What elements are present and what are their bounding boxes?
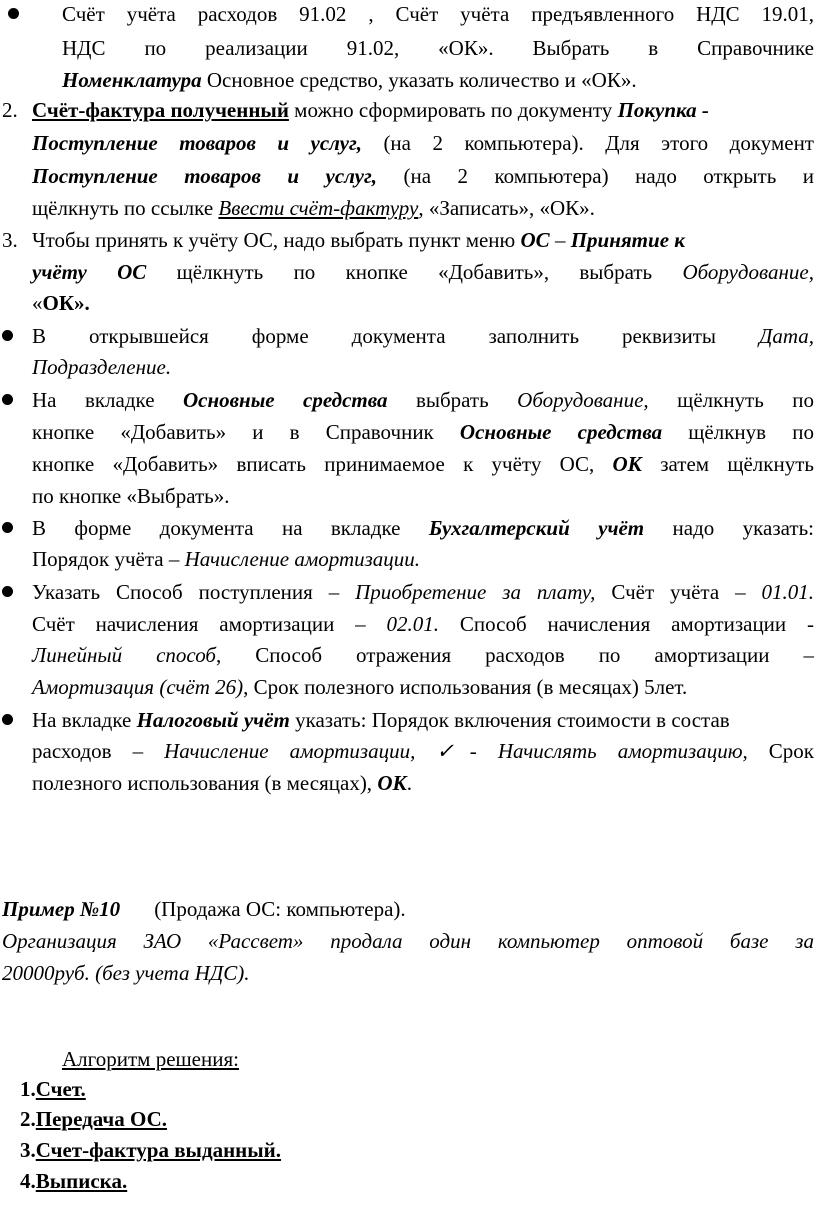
text-span: надо указать:: [644, 516, 815, 540]
algorithm-step: [20, 1107, 167, 1131]
text-line: НДС по реализации 91.02, «ОК». Выбрать в Справочнике: [62, 36, 814, 60]
list-number: 3.: [2, 228, 18, 252]
text-span: –: [549, 228, 571, 252]
term: ОК: [377, 771, 407, 795]
example-subtitle: (Продажа ОС: компьютера).: [154, 897, 406, 921]
term: Начисление амортизации.: [184, 547, 421, 571]
text-line: [32, 131, 814, 155]
algorithm-step: [20, 1077, 86, 1101]
algorithm-step: [20, 1169, 127, 1193]
text-span: щёлкнуть по кнопке «Добавить», выбрать: [146, 260, 683, 284]
text-span: расходов –: [32, 739, 165, 763]
bullet-icon: [8, 8, 19, 19]
text-span: затем щёлкнуть: [641, 452, 814, 476]
term: Счёт-фактура полученный: [32, 98, 289, 122]
text-span: Счёт учёта –: [595, 580, 762, 604]
algorithm-step: [20, 1138, 281, 1162]
text-line: [32, 643, 814, 667]
text-line: по кнопке «Выбрать».: [32, 484, 230, 508]
term: Приобретение за плату,: [355, 580, 596, 604]
text-span: щёлкнуть по: [648, 388, 815, 412]
step-number: 1.: [20, 1077, 36, 1101]
text-line: [32, 675, 687, 699]
term: Оборудование,: [682, 260, 814, 284]
text-line: [32, 612, 814, 636]
term: 01.01.: [761, 580, 814, 604]
bullet-icon: [2, 714, 13, 725]
text-span: щёлкнуть по ссылке: [32, 196, 219, 220]
step-label: Выписка.: [35, 1169, 128, 1193]
term: Налоговый учёт: [136, 708, 290, 732]
text-line: [32, 420, 814, 444]
text-span: , Срок полезного использования (в месяцах) 5лет.: [243, 675, 688, 699]
term: Подразделение.: [32, 355, 172, 379]
term: Начисление амортизации, ✓- Начислять амортизацию,: [164, 739, 748, 763]
text-span: В открывшейся форме документа заполнить реквизиты: [32, 324, 759, 348]
text-span: Основное средство, указать количество и «ОК».: [201, 68, 637, 92]
text-span: .: [406, 771, 412, 795]
text-line: [32, 291, 90, 315]
text-span: Чтобы принять к учёту ОС, надо выбрать пункт меню: [32, 228, 521, 252]
term: ОК».: [42, 291, 90, 315]
text-span: выбрать: [387, 388, 518, 412]
text-span: щёлкнув по: [662, 420, 814, 444]
text-span: полезного использования (в месяцах),: [32, 771, 378, 795]
text-line: [32, 164, 814, 188]
text-span: Счёт начисления амортизации –: [32, 612, 387, 636]
link-text: Ввести счёт-фактуру: [218, 196, 419, 220]
step-label: Счет.: [35, 1077, 86, 1101]
text-line: [32, 452, 814, 476]
term: Принятие к: [570, 228, 685, 252]
text-span: , Способ отражения расходов по амортизации –: [216, 643, 814, 667]
step-number: 4.: [20, 1169, 36, 1193]
text-span: Указать Способ поступления –: [32, 580, 356, 604]
text-line: [32, 355, 171, 379]
term: Основные средства: [459, 420, 663, 444]
bullet-icon: [2, 330, 13, 341]
term: Покупка -: [617, 98, 709, 122]
text-span: кнопке «Добавить» и в Справочник: [32, 420, 460, 444]
text-line: [32, 739, 814, 763]
text-span: В форме документа на вкладке: [32, 516, 429, 540]
term: Номенклатура: [62, 68, 202, 92]
text-line: [32, 771, 412, 795]
step-number: 2.: [20, 1107, 36, 1131]
text-line: [32, 580, 814, 604]
term: Оборудование,: [517, 388, 649, 412]
text-line: [32, 708, 730, 732]
text-span: можно сформировать по документу: [288, 98, 618, 122]
term: Амортизация (счёт 26): [32, 675, 244, 699]
text-span: указать: Порядок включения стоимости в состав: [289, 708, 730, 732]
text-line: [32, 547, 420, 571]
text-line: [32, 196, 595, 220]
text-span: (на 2 компьютера) надо открыть и: [377, 164, 814, 188]
text-line: [2, 961, 249, 985]
term: 02.01.: [386, 612, 440, 636]
list-number: 2.: [2, 98, 18, 122]
text-span: На вкладке: [32, 388, 184, 412]
text-span: Способ начисления амортизации -: [439, 612, 814, 636]
text-line: [2, 929, 814, 953]
bullet-icon: [2, 394, 13, 405]
text-span: (на 2 компьютера). Для этого документ: [361, 131, 814, 155]
term: Поступление товаров и услуг,: [32, 164, 378, 188]
step-label: Передача ОС.: [35, 1107, 168, 1131]
text-span: , «Записать», «ОК».: [418, 196, 595, 220]
text-line: [32, 260, 814, 284]
example-title: Пример №10: [2, 897, 121, 921]
term: Линейный способ: [32, 643, 216, 667]
term: ОК: [612, 452, 642, 476]
text-line: [62, 68, 637, 92]
text-line: [32, 388, 814, 412]
term: Бухгалтерский учёт: [428, 516, 645, 540]
step-label: Счет-фактура выданный.: [35, 1138, 282, 1162]
example-text: 20000руб. (без учета НДС).: [2, 961, 250, 985]
bullet-icon: [2, 522, 13, 533]
text-line: [32, 324, 814, 348]
text-line: [32, 228, 685, 252]
term: Поступление товаров и услуг,: [32, 131, 362, 155]
text-line: [32, 98, 709, 122]
text-span: Срок: [747, 739, 815, 763]
text-span: Порядок учёта –: [32, 547, 185, 571]
step-number: 3.: [20, 1138, 36, 1162]
term: Основные средства: [183, 388, 388, 412]
text-span: На вкладке: [32, 708, 137, 732]
bullet-icon: [2, 586, 13, 597]
example-text: Организация ЗАО «Рассвет» продала один компьютер оптовой базе за: [2, 929, 814, 953]
term: Дата,: [758, 324, 814, 348]
term: ОС: [520, 228, 550, 252]
text-line: Счёт учёта расходов 91.02 , Счёт учёта предъявленного НДС 19.01,: [62, 2, 814, 26]
text-span: «: [32, 291, 43, 315]
algorithm-heading: Алгоритм решения:: [62, 1047, 239, 1071]
example-heading: [2, 897, 406, 921]
text-span: кнопке «Добавить» вписать принимаемое к учёту ОС,: [32, 452, 613, 476]
term: учёту ОС: [32, 260, 147, 284]
text-line: [32, 516, 814, 540]
